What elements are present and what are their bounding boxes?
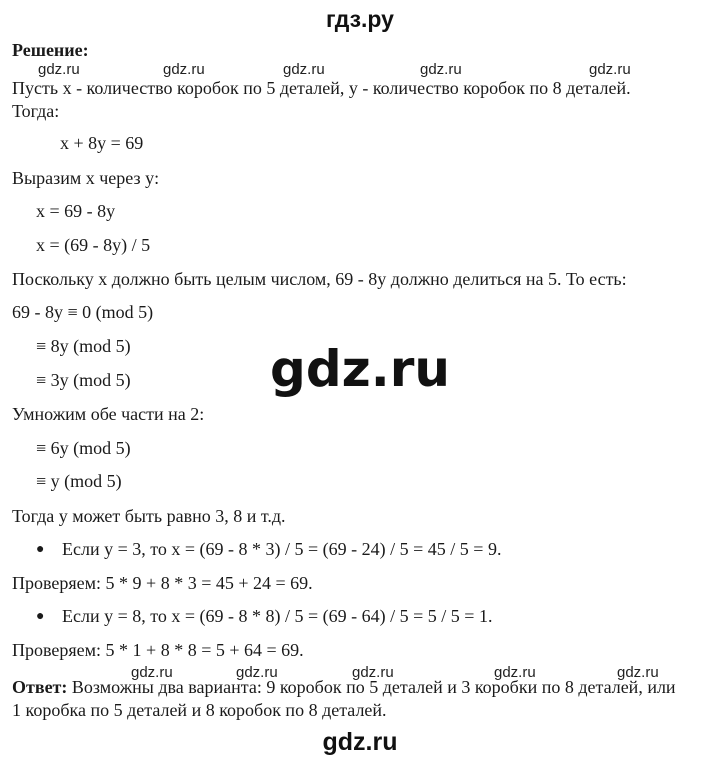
equation: ≡ 8y (mod 5) (36, 336, 131, 356)
watermark-small: gdz.ru (494, 664, 536, 681)
equation: 69 - 8y ≡ 0 (mod 5) (12, 302, 154, 322)
watermark-large: gdz.ru (270, 340, 450, 398)
list-item: Если y = 8, то x = (69 - 8 * 8) / 5 = (69 - 64) / 5 = 5 / 5 = 1. (62, 606, 493, 626)
text-line: Выразим x через y: (12, 168, 160, 188)
equation: x + 8y = 69 (60, 133, 144, 153)
equation: ≡ 6y (mod 5) (36, 438, 131, 458)
equation: x = 69 - 8y (36, 201, 116, 221)
bullet-icon: ● (36, 609, 45, 624)
watermark-small: gdz.ru (420, 61, 462, 78)
answer-text: Возможны два варианта: 9 коробок по 5 деталей и 3 коробки по 8 деталей, или (67, 677, 676, 697)
answer-label: Ответ: (12, 677, 68, 697)
text-line: Проверяем: 5 * 1 + 8 * 8 = 5 + 64 = 69. (12, 640, 304, 660)
text-line: Умножим обе части на 2: (12, 404, 205, 424)
watermark-small: gdz.ru (38, 61, 80, 78)
site-footer: gdz.ru (322, 728, 398, 756)
equation: x = (69 - 8y) / 5 (36, 235, 151, 255)
watermark-small: gdz.ru (617, 664, 659, 681)
text-line: Поскольку x должно быть целым числом, 69 - 8y должно делиться на 5. То есть: (12, 269, 627, 289)
answer-line-2: 1 коробка по 5 деталей и 8 коробок по 8 деталей. (12, 700, 387, 720)
bullet-icon: ● (36, 542, 45, 557)
watermark-small: gdz.ru (352, 664, 394, 681)
watermark-small: gdz.ru (236, 664, 278, 681)
answer-line (12, 677, 676, 698)
text-line: Проверяем: 5 * 9 + 8 * 3 = 45 + 24 = 69. (12, 573, 313, 593)
site-header: гдз.ру (326, 6, 394, 32)
equation: ≡ 3y (mod 5) (36, 370, 131, 390)
text-line: Тогда: (12, 101, 60, 121)
text-line: Тогда y может быть равно 3, 8 и т.д. (12, 506, 286, 526)
watermark-small: gdz.ru (589, 61, 631, 78)
equation: ≡ y (mod 5) (36, 471, 122, 491)
list-item: Если y = 3, то x = (69 - 8 * 3) / 5 = (69 - 24) / 5 = 45 / 5 = 9. (62, 539, 502, 559)
watermark-small: gdz.ru (163, 61, 205, 78)
text-line: Пусть x - количество коробок по 5 деталей, y - количество коробок по 8 деталей. (12, 78, 631, 98)
watermark-small: gdz.ru (283, 61, 325, 78)
watermark-small: gdz.ru (131, 664, 173, 681)
solution-heading: Решение: (12, 40, 89, 60)
